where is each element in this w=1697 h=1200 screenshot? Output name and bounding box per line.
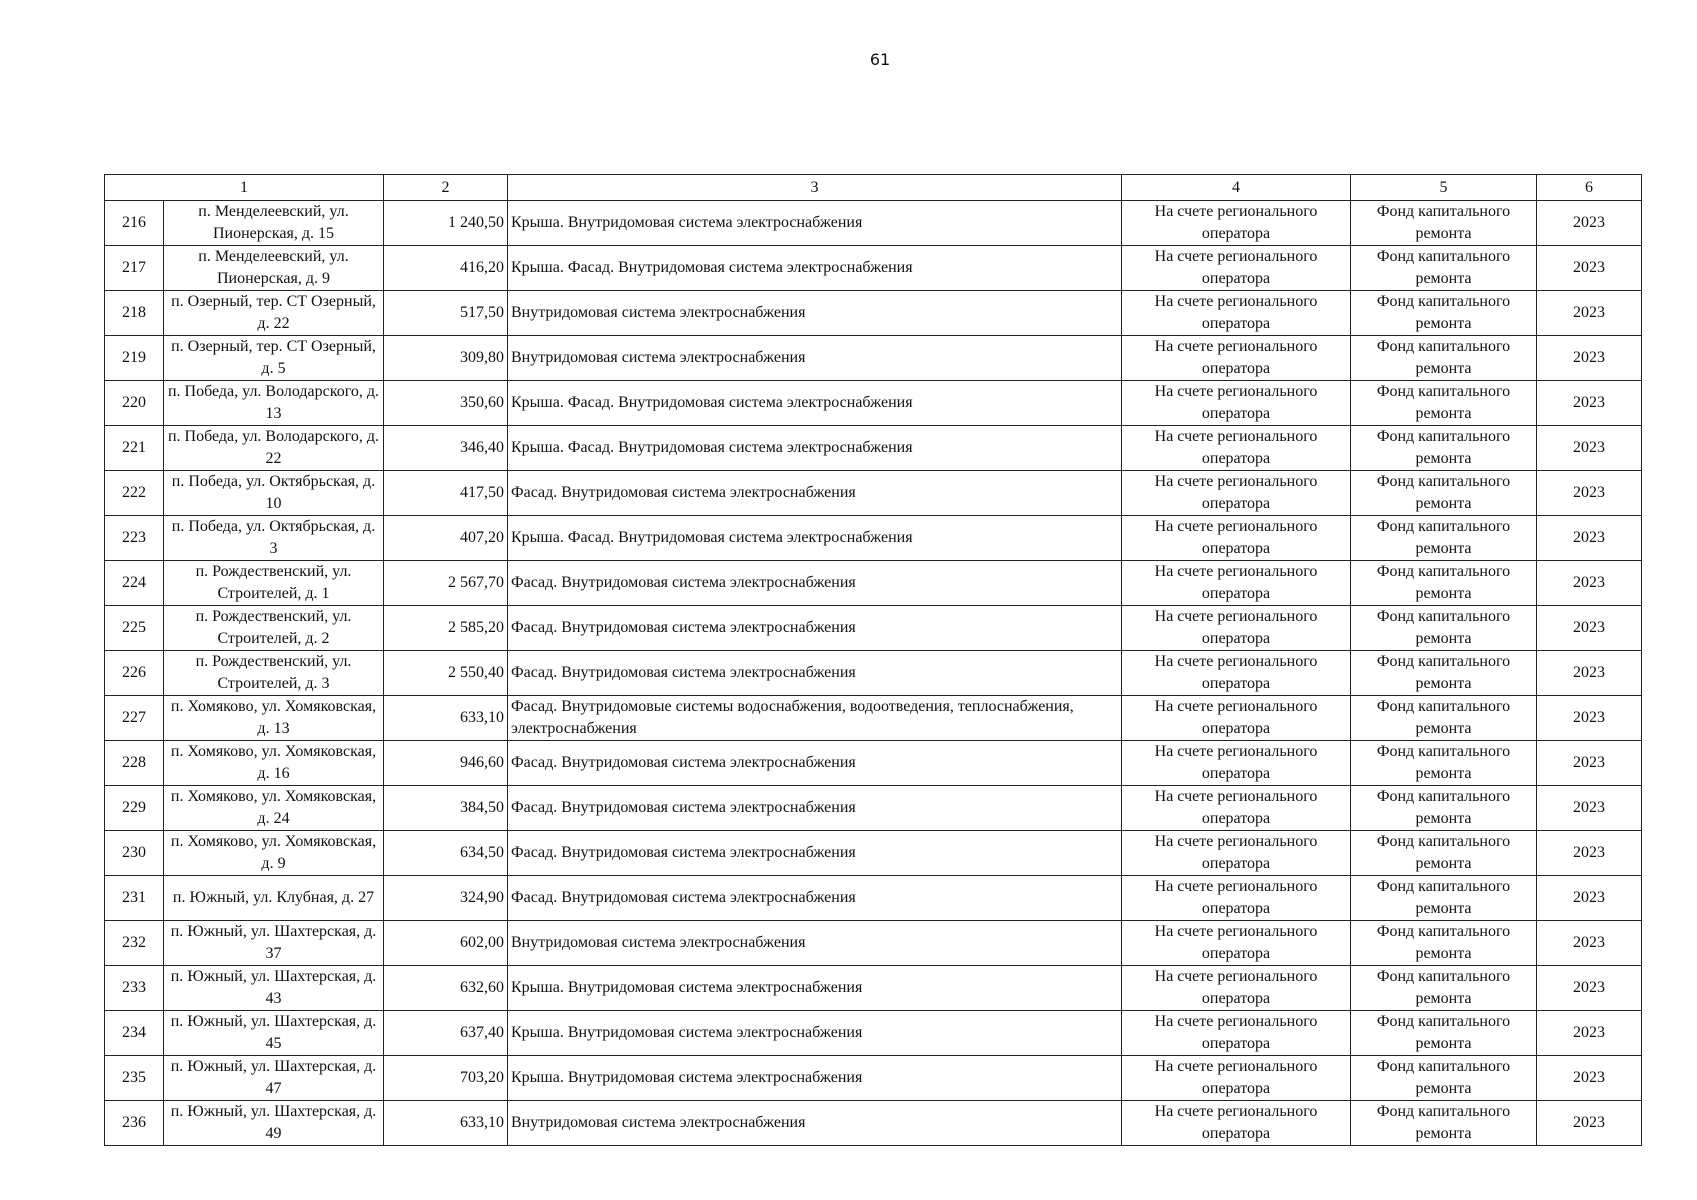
repair-works-cell: Фасад. Внутридомовая система электроснабжения xyxy=(508,831,1122,876)
row-number-cell: 234 xyxy=(105,1011,164,1056)
funding-source-cell: Фонд капитального ремонта xyxy=(1351,831,1537,876)
repair-works-cell: Внутридомовая система электроснабжения xyxy=(508,336,1122,381)
fund-account-status-cell: На счете регионального оператора xyxy=(1122,696,1351,741)
fund-account-status-cell: На счете регионального оператора xyxy=(1122,336,1351,381)
table-row xyxy=(105,291,1642,336)
planned-year-cell: 2023 xyxy=(1537,561,1642,606)
fund-account-status-cell: На счете регионального оператора xyxy=(1122,606,1351,651)
repair-works-cell: Внутридомовая система электроснабжения xyxy=(508,291,1122,336)
table-row xyxy=(105,1101,1642,1146)
planned-year-cell: 2023 xyxy=(1537,741,1642,786)
row-number-cell: 219 xyxy=(105,336,164,381)
planned-year-cell: 2023 xyxy=(1537,201,1642,246)
house-address-cell: п. Южный, ул. Шахтерская, д. 43 xyxy=(164,966,384,1011)
row-number-cell: 226 xyxy=(105,651,164,696)
planned-year-cell: 2023 xyxy=(1537,651,1642,696)
house-address-cell: п. Хомяково, ул. Хомяковская, д. 9 xyxy=(164,831,384,876)
row-number-cell: 227 xyxy=(105,696,164,741)
house-address-cell: п. Хомяково, ул. Хомяковская, д. 24 xyxy=(164,786,384,831)
fund-account-status-cell: На счете регионального оператора xyxy=(1122,516,1351,561)
row-number-cell: 220 xyxy=(105,381,164,426)
repair-works-cell: Крыша. Фасад. Внутридомовая система электроснабжения xyxy=(508,426,1122,471)
house-area-cell: 384,50 xyxy=(384,786,508,831)
house-address-cell: п. Менделеевский, ул. Пионерская, д. 15 xyxy=(164,201,384,246)
house-address-cell: п. Южный, ул. Шахтерская, д. 49 xyxy=(164,1101,384,1146)
fund-account-status-cell: На счете регионального оператора xyxy=(1122,426,1351,471)
house-address-cell: п. Менделеевский, ул. Пионерская, д. 9 xyxy=(164,246,384,291)
funding-source-cell: Фонд капитального ремонта xyxy=(1351,426,1537,471)
planned-year-cell: 2023 xyxy=(1537,246,1642,291)
house-area-cell: 350,60 xyxy=(384,381,508,426)
repair-works-cell: Внутридомовая система электроснабжения xyxy=(508,921,1122,966)
table-row xyxy=(105,336,1642,381)
row-number-cell: 225 xyxy=(105,606,164,651)
table-row xyxy=(105,831,1642,876)
table-row xyxy=(105,516,1642,561)
planned-year-cell: 2023 xyxy=(1537,516,1642,561)
funding-source-cell: Фонд капитального ремонта xyxy=(1351,1011,1537,1056)
header-col-5: 5 xyxy=(1351,175,1537,201)
house-area-cell: 309,80 xyxy=(384,336,508,381)
funding-source-cell: Фонд капитального ремонта xyxy=(1351,1101,1537,1146)
row-number-cell: 235 xyxy=(105,1056,164,1101)
house-area-cell: 632,60 xyxy=(384,966,508,1011)
house-area-cell: 602,00 xyxy=(384,921,508,966)
fund-account-status-cell: На счете регионального оператора xyxy=(1122,201,1351,246)
house-address-cell: п. Победа, ул. Октябрьская, д. 3 xyxy=(164,516,384,561)
row-number-cell: 230 xyxy=(105,831,164,876)
table-row xyxy=(105,651,1642,696)
table-row xyxy=(105,561,1642,606)
house-address-cell: п. Хомяково, ул. Хомяковская, д. 13 xyxy=(164,696,384,741)
funding-source-cell: Фонд капитального ремонта xyxy=(1351,966,1537,1011)
house-address-cell: п. Южный, ул. Шахтерская, д. 37 xyxy=(164,921,384,966)
house-area-cell: 633,10 xyxy=(384,1101,508,1146)
planned-year-cell: 2023 xyxy=(1537,1056,1642,1101)
house-area-cell: 517,50 xyxy=(384,291,508,336)
row-number-cell: 228 xyxy=(105,741,164,786)
repair-works-cell: Фасад. Внутридомовая система электроснабжения xyxy=(508,741,1122,786)
repair-works-cell: Фасад. Внутридомовая система электроснабжения xyxy=(508,786,1122,831)
funding-source-cell: Фонд капитального ремонта xyxy=(1351,336,1537,381)
repair-works-cell: Крыша. Внутридомовая система электроснабжения xyxy=(508,1011,1122,1056)
planned-year-cell: 2023 xyxy=(1537,921,1642,966)
house-address-cell: п. Победа, ул. Октябрьская, д. 10 xyxy=(164,471,384,516)
repair-works-cell: Крыша. Фасад. Внутридомовая система электроснабжения xyxy=(508,246,1122,291)
row-number-cell: 218 xyxy=(105,291,164,336)
planned-year-cell: 2023 xyxy=(1537,606,1642,651)
row-number-cell: 231 xyxy=(105,876,164,921)
fund-account-status-cell: На счете регионального оператора xyxy=(1122,471,1351,516)
house-address-cell: п. Хомяково, ул. Хомяковская, д. 16 xyxy=(164,741,384,786)
house-area-cell: 2 567,70 xyxy=(384,561,508,606)
page-number: 61 xyxy=(869,50,891,69)
repair-works-cell: Фасад. Внутридомовая система электроснабжения xyxy=(508,651,1122,696)
repair-works-cell: Крыша. Фасад. Внутридомовая система электроснабжения xyxy=(508,516,1122,561)
house-area-cell: 407,20 xyxy=(384,516,508,561)
funding-source-cell: Фонд капитального ремонта xyxy=(1351,1056,1537,1101)
repair-works-cell: Крыша. Фасад. Внутридомовая система электроснабжения xyxy=(508,381,1122,426)
funding-source-cell: Фонд капитального ремонта xyxy=(1351,471,1537,516)
repair-works-cell: Фасад. Внутридомовая система электроснабжения xyxy=(508,561,1122,606)
planned-year-cell: 2023 xyxy=(1537,786,1642,831)
planned-year-cell: 2023 xyxy=(1537,1101,1642,1146)
funding-source-cell: Фонд капитального ремонта xyxy=(1351,246,1537,291)
house-address-cell: п. Победа, ул. Володарского, д. 22 xyxy=(164,426,384,471)
row-number-cell: 232 xyxy=(105,921,164,966)
funding-source-cell: Фонд капитального ремонта xyxy=(1351,786,1537,831)
planned-year-cell: 2023 xyxy=(1537,831,1642,876)
fund-account-status-cell: На счете регионального оператора xyxy=(1122,1101,1351,1146)
fund-account-status-cell: На счете регионального оператора xyxy=(1122,876,1351,921)
table-row xyxy=(105,876,1642,921)
row-number-cell: 223 xyxy=(105,516,164,561)
header-col-1: 1 xyxy=(105,175,384,201)
table-row xyxy=(105,606,1642,651)
funding-source-cell: Фонд капитального ремонта xyxy=(1351,651,1537,696)
table-row xyxy=(105,966,1642,1011)
row-number-cell: 229 xyxy=(105,786,164,831)
house-address-cell: п. Рождественский, ул. Строителей, д. 2 xyxy=(164,606,384,651)
row-number-cell: 221 xyxy=(105,426,164,471)
house-area-cell: 703,20 xyxy=(384,1056,508,1101)
planned-year-cell: 2023 xyxy=(1537,336,1642,381)
house-address-cell: п. Победа, ул. Володарского, д. 13 xyxy=(164,381,384,426)
repair-works-cell: Внутридомовая система электроснабжения xyxy=(508,1101,1122,1146)
table-row xyxy=(105,1011,1642,1056)
fund-account-status-cell: На счете регионального оператора xyxy=(1122,291,1351,336)
funding-source-cell: Фонд капитального ремонта xyxy=(1351,606,1537,651)
repair-works-cell: Фасад. Внутридомовая система электроснабжения xyxy=(508,606,1122,651)
house-area-cell: 324,90 xyxy=(384,876,508,921)
house-address-cell: п. Озерный, тер. СТ Озерный, д. 5 xyxy=(164,336,384,381)
funding-source-cell: Фонд капитального ремонта xyxy=(1351,381,1537,426)
capital-repair-table xyxy=(104,174,1642,1146)
header-col-6: 6 xyxy=(1537,175,1642,201)
repair-works-cell: Крыша. Внутридомовая система электроснабжения xyxy=(508,1056,1122,1101)
fund-account-status-cell: На счете регионального оператора xyxy=(1122,381,1351,426)
repair-works-cell: Фасад. Внутридомовые системы водоснабжения, водоотведения, теплоснабжения, электроснабжения xyxy=(508,696,1122,741)
row-number-cell: 236 xyxy=(105,1101,164,1146)
table-row xyxy=(105,1056,1642,1101)
header-col-3: 3 xyxy=(508,175,1122,201)
fund-account-status-cell: На счете регионального оператора xyxy=(1122,1011,1351,1056)
house-area-cell: 946,60 xyxy=(384,741,508,786)
table-row xyxy=(105,246,1642,291)
table-row xyxy=(105,426,1642,471)
fund-account-status-cell: На счете регионального оператора xyxy=(1122,831,1351,876)
planned-year-cell: 2023 xyxy=(1537,696,1642,741)
house-address-cell: п. Озерный, тер. СТ Озерный, д. 22 xyxy=(164,291,384,336)
fund-account-status-cell: На счете регионального оператора xyxy=(1122,966,1351,1011)
house-area-cell: 634,50 xyxy=(384,831,508,876)
planned-year-cell: 2023 xyxy=(1537,426,1642,471)
table-row xyxy=(105,696,1642,741)
repair-works-cell: Фасад. Внутридомовая система электроснабжения xyxy=(508,471,1122,516)
fund-account-status-cell: На счете регионального оператора xyxy=(1122,246,1351,291)
funding-source-cell: Фонд капитального ремонта xyxy=(1351,696,1537,741)
house-area-cell: 417,50 xyxy=(384,471,508,516)
funding-source-cell: Фонд капитального ремонта xyxy=(1351,876,1537,921)
row-number-cell: 224 xyxy=(105,561,164,606)
funding-source-cell: Фонд капитального ремонта xyxy=(1351,291,1537,336)
house-area-cell: 637,40 xyxy=(384,1011,508,1056)
table-row xyxy=(105,786,1642,831)
table-row xyxy=(105,381,1642,426)
table-row xyxy=(105,921,1642,966)
header-col-2: 2 xyxy=(384,175,508,201)
column-number-header-row xyxy=(105,175,1642,201)
house-address-cell: п. Южный, ул. Шахтерская, д. 47 xyxy=(164,1056,384,1101)
fund-account-status-cell: На счете регионального оператора xyxy=(1122,651,1351,696)
house-address-cell: п. Южный, ул. Шахтерская, д. 45 xyxy=(164,1011,384,1056)
row-number-cell: 222 xyxy=(105,471,164,516)
table-row xyxy=(105,741,1642,786)
planned-year-cell: 2023 xyxy=(1537,876,1642,921)
planned-year-cell: 2023 xyxy=(1537,381,1642,426)
house-area-cell: 1 240,50 xyxy=(384,201,508,246)
funding-source-cell: Фонд капитального ремонта xyxy=(1351,561,1537,606)
fund-account-status-cell: На счете регионального оператора xyxy=(1122,741,1351,786)
house-area-cell: 416,20 xyxy=(384,246,508,291)
repair-works-cell: Крыша. Внутридомовая система электроснабжения xyxy=(508,201,1122,246)
planned-year-cell: 2023 xyxy=(1537,471,1642,516)
row-number-cell: 216 xyxy=(105,201,164,246)
header-col-4: 4 xyxy=(1122,175,1351,201)
funding-source-cell: Фонд капитального ремонта xyxy=(1351,516,1537,561)
funding-source-cell: Фонд капитального ремонта xyxy=(1351,921,1537,966)
table-body xyxy=(105,175,1642,1146)
funding-source-cell: Фонд капитального ремонта xyxy=(1351,741,1537,786)
row-number-cell: 217 xyxy=(105,246,164,291)
house-area-cell: 2 550,40 xyxy=(384,651,508,696)
table-row xyxy=(105,471,1642,516)
fund-account-status-cell: На счете регионального оператора xyxy=(1122,561,1351,606)
house-address-cell: п. Рождественский, ул. Строителей, д. 1 xyxy=(164,561,384,606)
house-area-cell: 633,10 xyxy=(384,696,508,741)
funding-source-cell: Фонд капитального ремонта xyxy=(1351,201,1537,246)
fund-account-status-cell: На счете регионального оператора xyxy=(1122,786,1351,831)
table-row xyxy=(105,201,1642,246)
repair-works-cell: Фасад. Внутридомовая система электроснабжения xyxy=(508,876,1122,921)
planned-year-cell: 2023 xyxy=(1537,1011,1642,1056)
row-number-cell: 233 xyxy=(105,966,164,1011)
planned-year-cell: 2023 xyxy=(1537,291,1642,336)
house-address-cell: п. Южный, ул. Клубная, д. 27 xyxy=(164,876,384,921)
fund-account-status-cell: На счете регионального оператора xyxy=(1122,921,1351,966)
house-area-cell: 2 585,20 xyxy=(384,606,508,651)
house-area-cell: 346,40 xyxy=(384,426,508,471)
planned-year-cell: 2023 xyxy=(1537,966,1642,1011)
fund-account-status-cell: На счете регионального оператора xyxy=(1122,1056,1351,1101)
house-address-cell: п. Рождественский, ул. Строителей, д. 3 xyxy=(164,651,384,696)
repair-works-cell: Крыша. Внутридомовая система электроснабжения xyxy=(508,966,1122,1011)
